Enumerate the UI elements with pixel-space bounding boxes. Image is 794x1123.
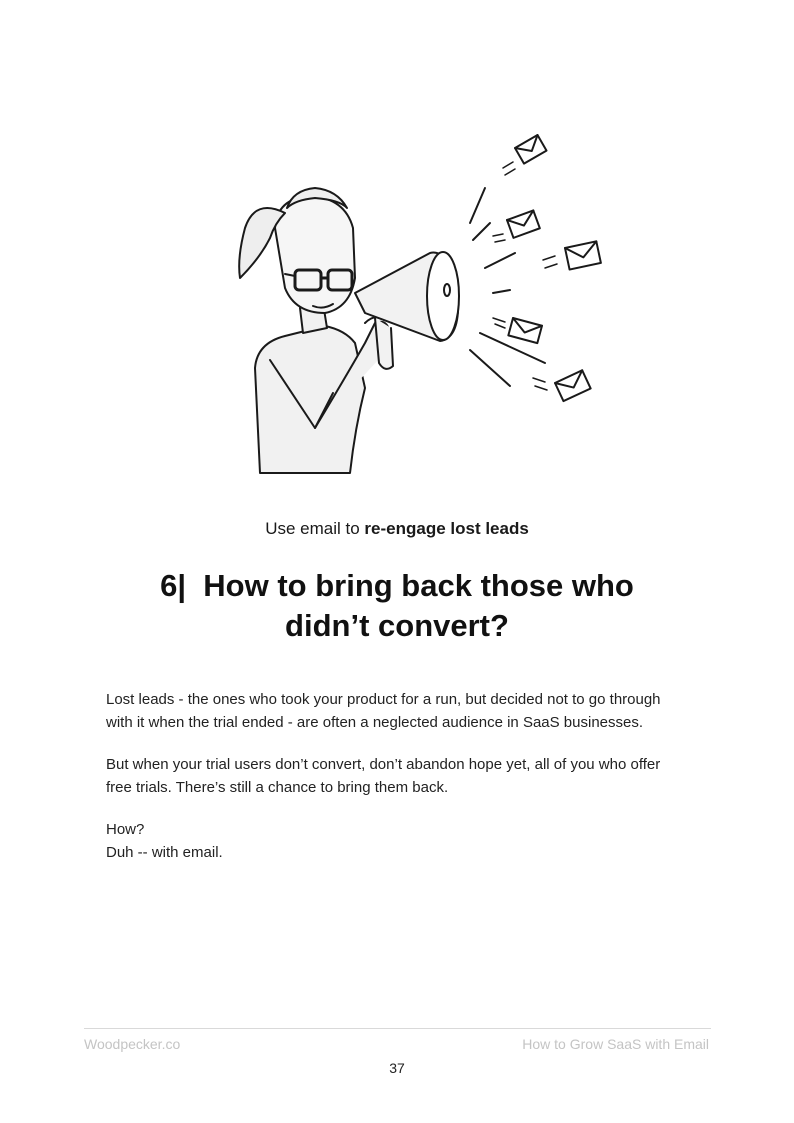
head <box>275 196 355 313</box>
woman-with-megaphone-illustration <box>215 128 615 480</box>
closing-line-2: Duh -- with email. <box>106 844 223 861</box>
page-number: 37 <box>389 1060 405 1076</box>
footer-book-title: How to Grow SaaS with Email <box>522 1036 709 1052</box>
closing-lines <box>106 818 686 864</box>
envelope-2 <box>507 210 540 237</box>
envelope-3 <box>565 241 601 269</box>
paragraph-2: But when your trial users don’t convert, don’t abandon hope yet, all of you who offer free trials. There’s still a chance to bring them back. <box>106 756 661 796</box>
envelope-5 <box>555 370 591 401</box>
section-heading-line-2: didn’t convert? <box>285 608 509 643</box>
closing-line-1: How? <box>106 821 145 838</box>
caption-prefix: Use email to <box>265 519 365 538</box>
footer-divider <box>84 1028 711 1029</box>
envelope-4 <box>508 318 542 343</box>
torso <box>255 326 365 473</box>
section-heading-line-1: 6| How to bring back those who <box>160 568 634 603</box>
caption-emphasis: re-engage lost leads <box>364 519 529 538</box>
footer-site-name: Woodpecker.co <box>84 1036 181 1052</box>
illustration-caption <box>0 519 794 539</box>
envelope-1 <box>515 135 547 164</box>
paragraph-1: Lost leads - the ones who took your product for a run, but decided not to go through with it when the trial ended - are often a neglected audience in SaaS businesses. <box>106 691 661 731</box>
body-text <box>106 688 686 864</box>
section-heading <box>100 566 694 646</box>
